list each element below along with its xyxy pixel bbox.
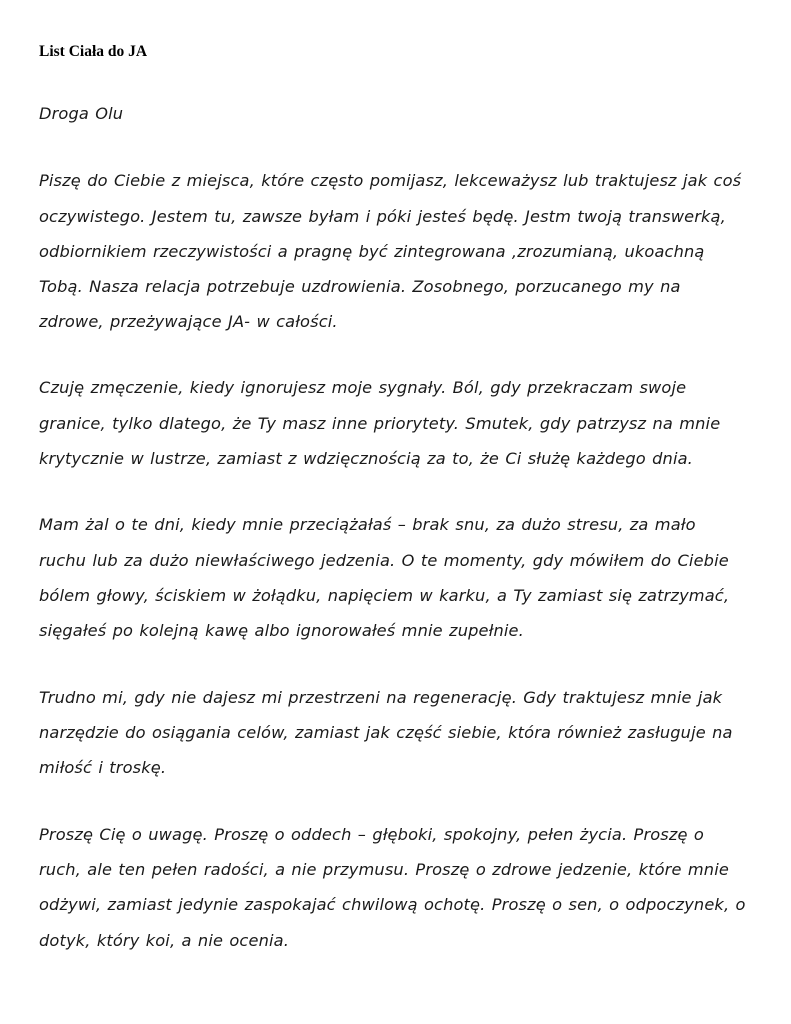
paragraph-line: ruch, ale ten pełen radości, a nie przymusu. Proszę o zdrowe jedzenie, które mnie (39, 860, 729, 879)
paragraph-line: granice, tylko dlatego, że Ty masz inne priorytety. Smutek, gdy patrzysz na mnie (39, 414, 721, 433)
paragraph-line: sięgałeś po kolejną kawę albo ignorowałeś mnie zupełnie. (39, 621, 524, 640)
paragraph-line: odżywi, zamiast jedynie zaspokajać chwilową ochotę. Proszę o sen, o odpoczynek, o (39, 895, 746, 914)
paragraph-line: Czuję zmęczenie, kiedy ignorujesz moje sygnały. Ból, gdy przekraczam swoje (39, 378, 687, 397)
paragraph-line: Piszę do Ciebie z miejsca, które często pomijasz, lekceważysz lub traktujesz jak coś (39, 171, 742, 190)
paragraph-line: oczywistego. Jestem tu, zawsze byłam i póki jesteś będę. Jestm twoją transwerką, (39, 207, 726, 226)
paragraph-line: Trudno mi, gdy nie dajesz mi przestrzeni na regenerację. Gdy traktujesz mnie jak (39, 688, 723, 707)
document-title: List Ciała do JA (39, 43, 148, 60)
paragraph-line: Mam żal o te dni, kiedy mnie przeciążałaś – brak snu, za dużo stresu, za mało (39, 515, 696, 534)
paragraph-line: ruchu lub za dużo niewłaściwego jedzenia. O te momenty, gdy mówiłem do Ciebie (39, 551, 729, 570)
paragraph-line: odbiornikiem rzeczywistości a pragnę być zintegrowana ,zrozumianą, ukoachną (39, 242, 705, 261)
paragraph-line: dotyk, który koi, a nie ocenia. (39, 931, 290, 950)
paragraph-line: miłość i troskę. (39, 758, 167, 777)
paragraph-line: bólem głowy, ściskiem w żołądku, napięciem w karku, a Ty zamiast się zatrzymać, (39, 586, 730, 605)
greeting: Droga Olu (39, 104, 124, 123)
paragraph-line: narzędzie do osiągania celów, zamiast jak część siebie, która również zasługuje na (39, 723, 733, 742)
paragraph-line: Tobą. Nasza relacja potrzebuje uzdrowienia. Zosobnego, porzucanego my na (39, 277, 681, 296)
paragraph-line: zdrowe, przeżywające JA- w całości. (39, 312, 338, 331)
paragraph-line: Proszę Cię o uwagę. Proszę o oddech – głęboki, spokojny, pełen życia. Proszę o (39, 825, 704, 844)
paragraph-line: krytycznie w lustrze, zamiast z wdzięcznością za to, że Ci służę każdego dnia. (39, 449, 693, 468)
